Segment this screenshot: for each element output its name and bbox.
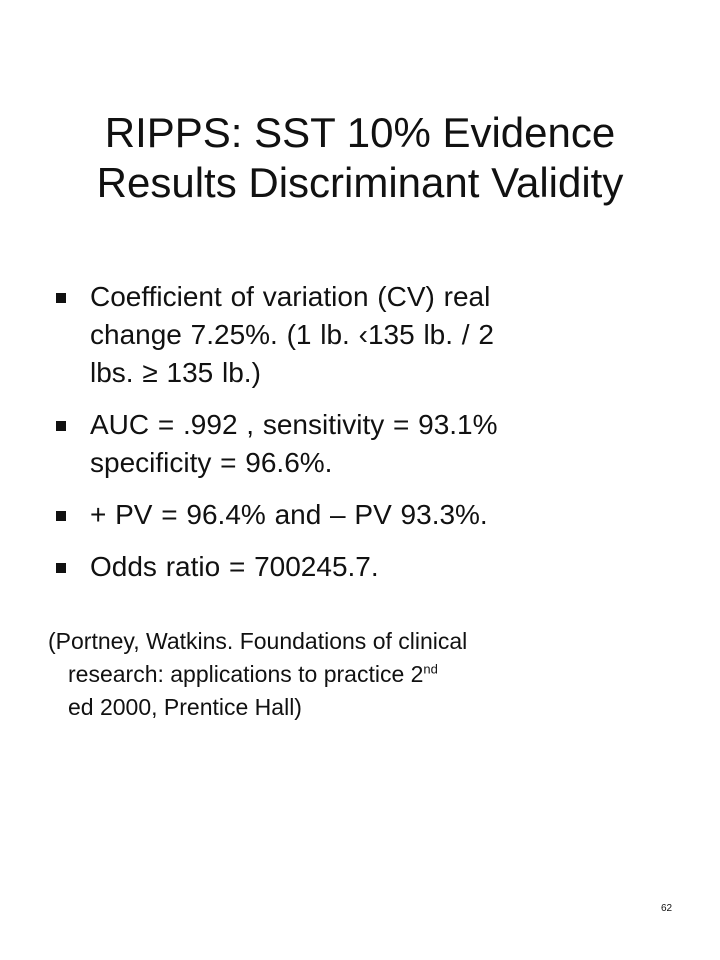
ordinal-superscript: nd: [423, 661, 438, 677]
bullet-list: [48, 278, 688, 600]
square-bullet-icon: [56, 511, 66, 521]
reference-line-2-text: research: applications to practice 2: [68, 661, 424, 687]
bullet-text-line: Odds ratio = 700245.7.: [90, 551, 379, 582]
bullet-item-pv: [48, 496, 688, 534]
bullet-text-line: change 7.25%. (1 lb. ‹135 lb. / 2: [90, 319, 494, 350]
reference-line-1: (Portney, Watkins. Foundations of clinical: [48, 628, 468, 654]
bullet-text-line: lbs. ≥ 135 lb.): [90, 357, 261, 388]
bullet-text-line: + PV = 96.4% and – PV 93.3%.: [90, 499, 488, 530]
square-bullet-icon: [56, 293, 66, 303]
bullet-text-line: Coefficient of variation (CV) real: [90, 281, 491, 312]
page-number: 62: [661, 903, 673, 914]
reference-line-2: [48, 658, 668, 691]
title-line-1: RIPPS: SST 10% Evidence: [104, 109, 616, 156]
reference-citation: [48, 625, 668, 724]
square-bullet-icon: [56, 421, 66, 431]
reference-line-3: ed 2000, Prentice Hall): [68, 694, 302, 720]
bullet-text-line: specificity = 96.6%.: [90, 447, 333, 478]
bullet-item-odds-ratio: [48, 548, 688, 586]
bullet-item-cv: [48, 278, 688, 392]
bullet-text-line: AUC = .992 , sensitivity = 93.1%: [90, 409, 498, 440]
title-line-2: Results Discriminant Validity: [96, 159, 624, 206]
square-bullet-icon: [56, 563, 66, 573]
bullet-item-auc: [48, 406, 688, 482]
slide-title: [20, 108, 700, 208]
